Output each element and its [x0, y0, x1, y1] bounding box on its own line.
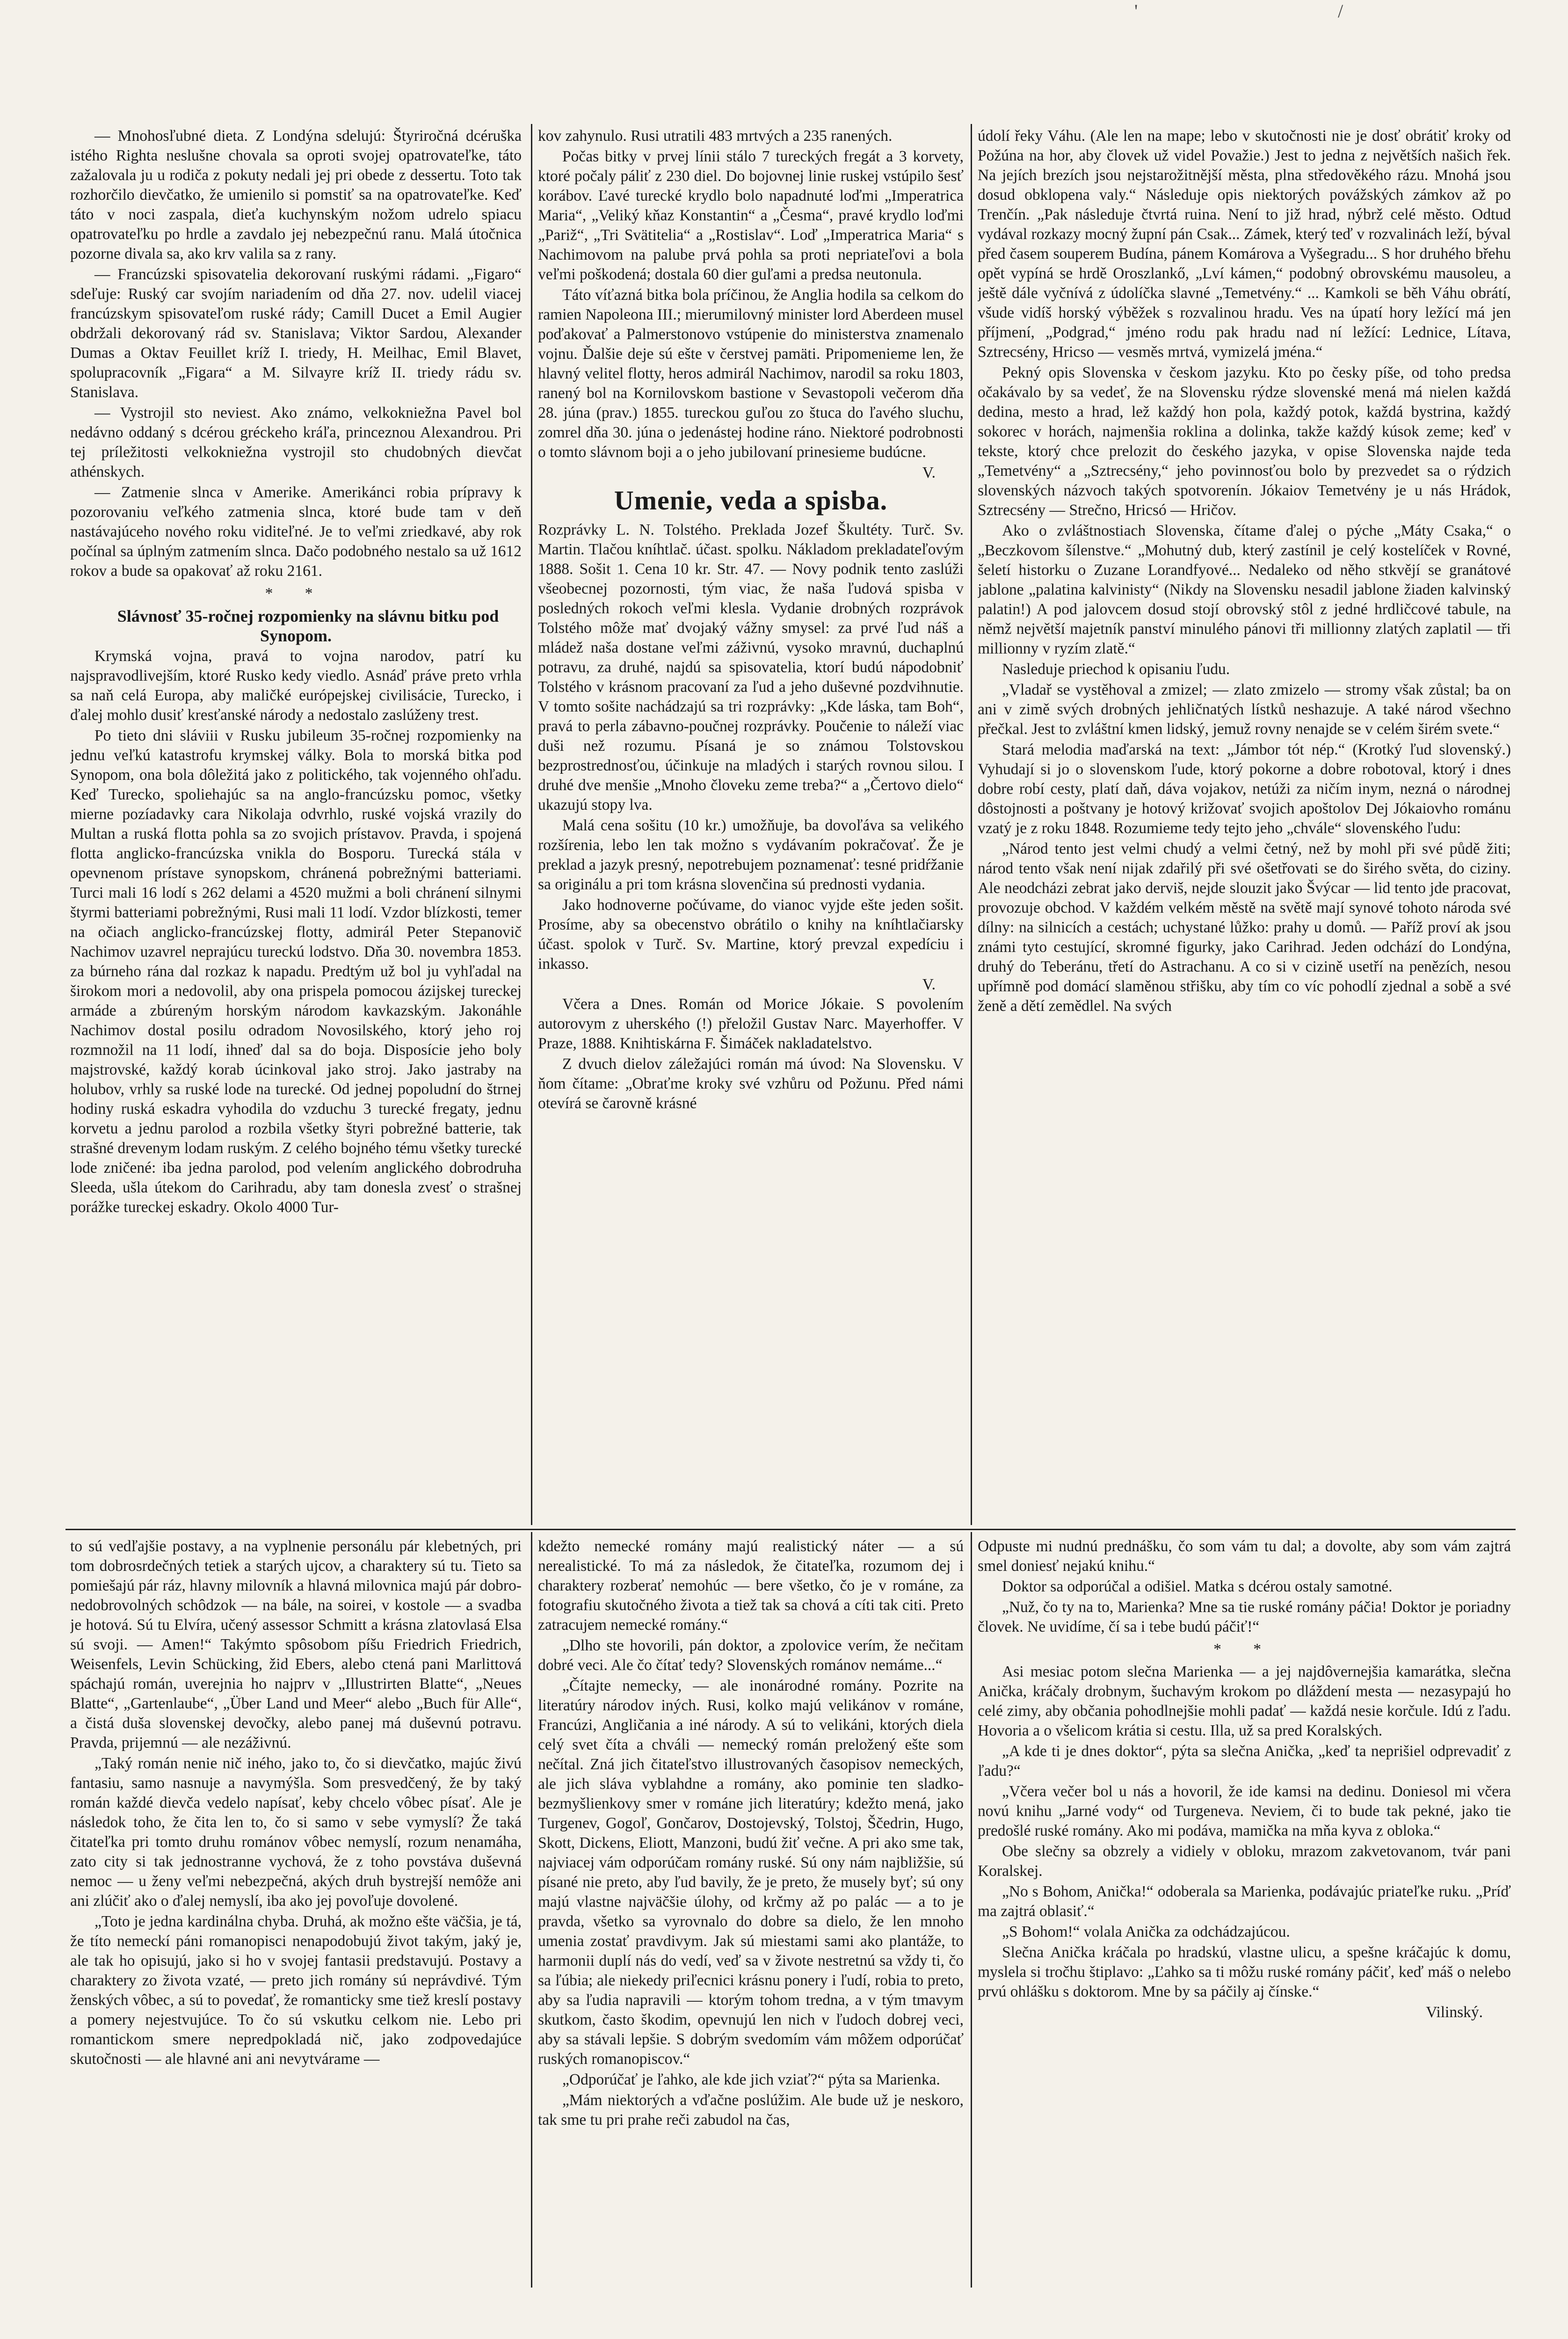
section-heading: Umenie, veda a spisba.: [614, 485, 888, 516]
article-paragraph: — Francúzski spisovatelia dekorovaní ruskými rádami. „Figaro“ sdeľuje: Ruský car svojím nariadením od dňa 27. nov. udelil viacej francúzskym spisovateľom ruské rády; Camill Ducet a Emil Augier obdržali dekorovaný rád sv. Stanislava; Viktor Sardou, Alexander Dumas a Oktav Feuillet kríž I. triedy, H. Meilhac, Emil Blavet, spolupracovník „Figara“ a M. Silvayre kríž II. triedy rádu sv. Stanislava.: [70, 266, 522, 401]
article-paragraph: Slečna Anička kráčala po hradskú, vlastne ulicu, a spešne kráčajúc k domu, myslela si tročhu štiplavo: „Ľahko sa ti môžu ruské romány páčiť, keď máš o nelebo prvú ohlášku s doktorom. Mne by sa páčily aj čínske.“: [978, 1944, 1511, 2000]
column-rule: [531, 1532, 532, 2288]
article-paragraph: „Dlho ste hovorili, pán doktor, a zpolovice verím, že nečitam dobré veci. Ale čo čítať tedy? Slovenských románov nemáme...“: [538, 1637, 964, 1674]
print-mark: ': [1134, 0, 1138, 22]
section-stars: * *: [1213, 1641, 1275, 1658]
article-paragraph: „Vladař se vystěhoval a zmizel; — zlato zmizelo — stromy však zůstal; ba on ani v zimě svých drobných jehličnatých lístků neshazuje. A také národ všechno přečkal. Jest to zvláštní kmen lidský, jemuž rovny nenajde se v celém širém svete.“: [978, 681, 1511, 738]
article-paragraph: „Mám niektorých a vďačne poslúžim. Ale bude už je neskoro, tak sme tu pri prahe reči zabudol na čas,: [538, 2092, 964, 2128]
article-paragraph: „Toto je jedna kardinálna chyba. Druhá, ak možno ešte väčšia, je tá, že títo nemeckí páni romanopisci nenapodobujú život takým, jaký je, ale tak ho opisujú, jako si ho v svojej fantasii predstavujú. Postavy a charaktery zo života vzaté, — preto jich romány sú neprávdivé. Tým ženských vôbec, a sú to povedať, že romanticky sme tiež kreslí postavy a pomery nejestvujúce. To čo sú vskutku celkom nie. Lebo pri romantickom smere nepredpokladá nič, jako zodpovedajúce skutočnosti — ale hlavné ani ani nevytvárame —: [70, 1913, 522, 2068]
section-stars: * *: [265, 585, 327, 602]
print-mark: /: [1338, 0, 1343, 22]
column-3: [978, 126, 1511, 1525]
article-paragraph: Asi mesiac potom slečna Marienka — a jej najdôvernejšia kamarátka, slečna Anička, kráčaly drobnym, šuchavým krokom po dláždení mesta — nezasypajú ho celé zimy, aby občania pohodlnejšie mohli padať — každá nesie korčule. Idú z ľadu. Hovoria a o všelicom krátia si cestu. Illa, už sa pred Koralských.: [978, 1663, 1511, 1739]
article-paragraph: Rozprávky L. N. Tolstého. Preklada Jozef Škultéty. Turč. Sv. Martin. Tlačou kníhtlač. účast. spolku. Nákladom prekladateľovým 1888. Sošit 1. Cena 10 kr. Str. 47. — Novy podnik tento zaslúži všeobecnej pozornosti, tým viac, že naša ľudová spisba v posledných rokoch veľmi klesla. Vydanie drobných rozprávok Tolstého môže mať dvojaký vážny smysel: za prvé ľud náš a mládež naša dostane veľmi záživnú, vysoko mravnú, duchaplnú potravu, za druhé, najdú sa spisovatelia, ktorí budú nápodobniť Tolstého v krásnom pracovaní za ľud a jeho duševné pozdvihnutie. V tomto sošite nachádzajú sa tri rozprávky: „Kde láska, tam Boh“, pravá to perla zábavno-poučnej rozprávky. Poučenie to náleží viac duši než rozumu. Písaná je so známou Tolstovskou bezprostrednosťou, účinkuje na mladých i starých rovnou silou. I druhé dve menšie „Mnoho človeku zeme treba?“ a „Čertovo dielo“ ukazujú stopy lva.: [538, 521, 964, 814]
article-paragraph: Pekný opis Slovenska v českom jazyku. Kto po česky píše, od toho predsa očakávalo by sa vedeť, že na Slovensku rýdze slovenské mená má nielen každá dedina, mesto a hrad, lež každý hon pola, každý potok, každá bystrina, každý sokorec v horách, najmenšia roklina a dolinka, takže každý kúsok zeme; keď v tekste, ktorý chce prelozit do českého jazyka, v opise Slovenska najde teda „Temetvény“ a „Sztrecsény,“ jeho povinnosťou bolo by prezvedet sa o rýdzich slovenských názvoch takých spotvorenín. Jókaiov Temetvény je u nás Hrádok, Sztrecsény — Strečno, Hricsó — Hričov.: [978, 364, 1511, 519]
column-2: [538, 126, 964, 1525]
article-paragraph: Počas bitky v prvej línii stálo 7 tureckých fregát a 3 korvety, ktoré počaly páliť z 230 diel. Do bojovnej linie ruskej vstúpilo šesť korábov. Ľavé turecké krydlo bolo napadnuté loďmi „Imperatrica Maria“, „Veliký kňaz Konstantin“ a „Česma“, pravé krydlo loďmi „Pariž“, „Tri Svätitelia“ a „Rostislav“. Loď „Imperatrica Maria“ s Nachimovom na palube prvá pohla sa proti nepriateľovi a bola veľmi poškodená; dostala 60 dier guľami a predsa neutonula.: [538, 148, 964, 283]
article-paragraph: Včera a Dnes. Román od Morice Jókaie. S povolením autorovym z uherského (!) přeložil Gustav Narc. Mayerhoffer. V Praze, 1888. Knihtiskárna F. Šimáček nakladatelstvo.: [538, 995, 964, 1052]
feuilleton-column-2: [538, 1537, 964, 2285]
article-paragraph: Po tieto dni sláviii v Rusku jubileum 35-ročnej rozpomienky na jednu veľkú katastrofu krymskej války. Bola to morská bitka pod Synopom, ona bola dôležitá jako z politického, tak vojenného ohľadu. Keď Turecko, spoliehajúc sa na anglo-francúzsku pomoc, všetky mierne pozíadavky cara Nikolaja odvrhlo, ruské vojská vrazily do Multan a ruská flotta pohla sa zo svojich prístavov. Pravda, i spojená flotta anglicko-francúzska vnikla do Bosporu. Turecká stála v opevnenom prístave synopskom, chránená pobrežnými batteriami. Turci mali 16 lodí s 262 delami a 4520 mužmi a boli chránení silnymi štyrmi batteriami pobrežnými, Rusi mali 11 lodí. Vzdor blízkosti, temer na očiach anglicko-francúzskej flotty, admirál Peter Stepanovič Nachimov uzavrel neprajúcu tureckú lodstvo. Dňa 30. novembra 1853. za búrneho rána dal rozkaz k napadu. Predtým už bol ju vyhľadal na širokom mori a nedovolil, aby ona prispela pomocou ázijskej tureckej armáde a zbúreným horským národom kavkazským. Jakonáhle Nachimov dostal posilu odradom Novosilského, ktorý jeho roj rozmnožil na 11 lodí, ihneď dal sa do boja. Disposície jeho boly majstrovské, každý korab úcinkoval jako stroj. Jako jastraby na holubov, vrhly sa ruské lode na turecké. Od jednej popoludní do štrnej hodiny ruská eskadra vyhodila do vzduchu 3 turecké fregaty, jednu korvetu a jednu parolod a rozbila všetky štyri pobrežné batterie, tak strašné drevenym lodam ruským. Z celého bojného tému všetky turecké lode zničené: iba jedna parolod, pod velením anglického dobrodruha Sleeda, ušla útekom do Carihradu, aby tam donesla zvesť o strašnej porážke tureckej eskadry. Okolo 4000 Tur-: [70, 727, 522, 1216]
section-divider: [65, 1529, 1516, 1530]
article-paragraph: „Odporúčať je ľahko, ale kde jich vziať?“ pýta sa Marienka.: [562, 2071, 940, 2088]
feuilleton-column-3: [978, 1537, 1511, 2285]
article-paragraph: „Taký román nenie nič iného, jako to, čo si dievčatko, majúc živú fantasiu, samo nasnuje a navymýšla. Som presvedčený, že by taký román každé dievča vedelo napísať, keby chcelo vôbec písať. Ale je následok toho, že čita len to, čo si samo v sebe vymyslí? Že taká čitateľka pri tomto druhu románov vôbec nemyslí, rozum nenamáha, zato city si tak jednostranne vychová, že z toho povstáva duševná nemoc — u ženy veľmi nebezpečná, akých druh bystrejší nemôže ani ani zlúčiť ako o ďalej nemyslí, iba ako jej povoľuje dovolené.: [70, 1755, 522, 1910]
column-1: [70, 126, 522, 1525]
signature: V.: [922, 976, 936, 993]
article-paragraph: Z dvuch dielov záležajúci román má úvod: Na Slovensku. V ňom čítame: „Obraťme kroky své vzhůru od Požunu. Před námi otevírá se čarovně krásné: [538, 1055, 964, 1112]
article-paragraph: Nasleduje priechod k opisaniu ľudu.: [1002, 661, 1230, 678]
column-rule: [971, 1532, 972, 2288]
article-paragraph: to sú vedľajšie postavy, a na vyplnenie personálu pár klebetných, pri tom dobrosrdečných tetiek a starých ujcov, a charaktery sú tu. Tieto sa pomiešajú pár ráz, hlavny milovník a hlavná milovnica majú pár dobro-nedobrovolných schôdzok — na bále, na soirei, v kostole — a svadba je hotová. Sú tu Elvíra, učený assessor Schmitt a krásna zlatovlasá Elsa sú svoji. — Amen!“ Takýmto spôsobom píšu Friedrich Friedrich, Weisenfels, Levin Schücking, žid Ebers, alebo ctená pani Marlittová spáchajú román, uverejnia ho najprv v „Illustrirten Blatte“, „Neues Blatte“, „Gartenlaube“, „Über Land und Meer“ alebo „Buch für Alle“, a čistá duša slovenskej devočky, alebo panej má duševnú potravu. Pravda, prijemnú — ale nezáživnú.: [70, 1538, 522, 1751]
article-paragraph: Táto víťazná bitka bola príčinou, že Anglia hodila sa celkom do ramien Napoleona III.; mierumilovný minister lord Aberdeen musel poďakovať a Palmerstonovo vstúpenie do ministerstva znamenalo vojnu. Ďalšie deje sú ešte v čerstvej pamäti. Pripomenieme len, že hlavný velitel flotty, heros admirál Nachimov, narodil sa roku 1803, ranený bol na Kornilovskom bastione v Sevastopoli večerom dňa 28. júna (prav.) 1855. tureckou guľou zo štuca do ľavého sluchu, zomrel dňa 30. júna o jedenástej hodine ráno. Niektoré podrobnosti o tomto slávnom boji a o jeho jubilovaní prinesieme budúcne.: [538, 286, 964, 461]
article-paragraph: Doktor sa odporúčal a odišiel. Matka s dcérou ostaly samotné.: [1002, 1578, 1393, 1595]
article-paragraph: Odpuste mi nudnú prednášku, čo som vám tu dal; a dovolte, aby som vám zajtrá smel doniesť nejakú knihu.“: [978, 1538, 1511, 1575]
author-signature: Vilinský.: [1426, 2004, 1483, 2021]
signature: V.: [922, 464, 936, 481]
column-rule: [971, 124, 972, 1525]
article-paragraph: Obe slečny sa obzrely a vidiely v obloku, mrazom zakvetovanom, tvár pani Koralskej.: [978, 1843, 1511, 1880]
article-paragraph: Jako hodnoverne počúvame, do vianoc vyjde ešte jeden sošit. Prosíme, aby sa obecenstvo obrátilo o knihy na kníhtlačiarsky účast. spolok v Turč. Sv. Martine, ktorý prevzal expedíciu i inkasso.: [538, 896, 964, 973]
article-paragraph: „Národ tento jest velmi chudý a velmi četný, než by mohl při své půdě žiti; národ tento však není nijak zdařilý při své ošetřovati se do širého světa, do ciziny. Ale neodcházi zebrat jako derviš, nejde slouzit jako Švýcar — lid tento jde pracovat, provozuje obchod. V každém velkém městě na světě mají synové tohoto národa své dílny: na silnicích a cestách; uchystané lůžko: prahy u domů. — Paříž proví ak jsou známi tyto cestující, skromné figurky, jako Carihrad. Jeden odchází do Londýna, druhý do Teberánu, třetí do Astrachanu. A co si v cizině usetří na penězích, nesou upřímně pod domácí slaměnou střišku, aby tím co víc pohodlí zjednal a sobě a své ženě a dětí zemědlel. Na svých: [978, 840, 1511, 1015]
article-paragraph: — Mnohosľubné dieta. Z Londýna sdelujú: Štyriročná dcéruška istého Righta neslušne chovala sa oproti svojej opatrovateľke, táto zažalovala ju u rodiča z pokuty nedali jej pri obede z dessertu. Toto tak rozhorčilo dievčatko, že umienilo si pomstiť sa na opatrovateľke. Keď táto v noci zaspala, dieťa kuchynským nožom udrelo spiacu opatrovateľku po hrdle a zavdalo jej nebezpečnú ranu. Malá útočnica pozorne divala sa, ako krv valila sa z rany.: [70, 127, 522, 262]
column-rule: [531, 124, 532, 1525]
article-paragraph: „Nuž, čo ty na to, Marienka? Mne sa tie ruské romány páčia! Doktor je poriadny človek. Ne uvidíme, čí sa i tebe budú páčiť!“: [978, 1598, 1511, 1635]
article-heading: Slávnosť 35-ročnej rozpomienky na slávnu bitku pod Synopom.: [117, 607, 499, 645]
article-paragraph: „No s Bohom, Anička!“ odoberala sa Marienka, podávajúc priateľke ruku. „Príď ma zajtrá oblasiť.“: [978, 1883, 1511, 1920]
article-paragraph: „A kde ti je dnes doktor“, pýta sa slečna Anička, „keď ta neprišiel odprevadiť z ľadu?“: [978, 1743, 1511, 1780]
article-paragraph: Krymská vojna, pravá to vojna narodov, patrí ku najspravodlivejším, ktoré Rusko kedy viedlo. Asnáď práve preto vrhla sa naň celá Europa, aby maličké európejskej civilisácie, Turecko, i ďalej mohlo dusiť kresťanské národy a nedostalo zaslúženy trest.: [70, 647, 522, 724]
article-paragraph: údolí řeky Váhu. (Ale len na mape; lebo v skutočnosti nie je dosť obrátiť kroky od Požúna na hor, aby človek už videl Považie.) Jest to jedna z největších našich řek. Na jejích brezích jsou nejstarožitnější města, plna středověkého rázu. Mnohá jsou dosud obklopena valy.“ Následuje opis niektorých povážských zámkov až po Trenčín. „Pak následuje čtvrtá ruina. Není to již hrad, nýbrž celé město. Odtud vydával rozkazy mocný župní pán Csak... Zámek, který teď v rozvalinách leží, býval před časem souperem Budína, pánem Komárova a Vyšegradu... S hor druhého břehu opět vypíná se hrdě Oroszlankő, „Lví kámen,“ podobný obrovskému mausoleu, a ještě dále vyčnívá z údolíčka slavné „Temetvény.“ ... Kamkoli se běh Váhu obrátí, všude vidíš horský výběžek s rozvalinou hradu. Ves na úpatí hory ležící má jen příjmení, „Podgrad,“ jméno rodu pak hradu nad ní ležící: Lednice, Lítava, Sztrecsény, Hricso — vesměs mrtvá, vymizelá jména.“: [978, 127, 1511, 361]
article-paragraph: „Včera večer bol u nás a hovoril, že ide kamsi na dedinu. Doniesol mi včera novú knihu „Jarné vody“ od Turgeneva. Neviem, či to bude tak pekné, jako tie predošlé ruské romány. Ako mi podáva, mamička na mňa kyva z obloka.“: [978, 1783, 1511, 1839]
article-paragraph: „Čítajte nemecky, — ale inonárodné romány. Pozrite na literatúry národov iných. Rusi, kolko majú velikánov v románe, Francúzi, Angličania a iné národy. A sú to velikáni, ktorých diela celý svet číta a chváli — nemecký román preložený ešte som nečítal. Zná jich čitateľstvo illustrovaných časopisov nemeckých, ale jich sláva vyblahdne a romány, ako pominie ten sladko-bezmyšlienkovy smer v románe jich literatúry; kdežto mená, jako Turgenev, Gogoľ, Gončarov, Dostojevský, Tolstoj, Ščedrin, Hugo, Skott, Dickens, Eliott, Manzoni, budú žiť večne. A pri ako sme tak, najviacej vám odporúčam romány ruské. Sú ony nám najbližšie, sú písané nie preto, aby ľud bavily, že je preto, že musely byť; sú ony majú vlastne najväčšie úlohy, od krčmy až po palác — a to je pravda, všetko sa vyrovnalo do dobre sa dielo, že len mnoho umenia zostať pravdivym. Jak sú miestami sami ako plantáže, to harmonii duplí nás do vedí, veď sa v živote nestretnú sa vždy ti, čo sa ľúbia; ale niekedy priľecnici krásnu ponery i ľudí, robia to preto, aby sa ľudia napravili — ktorým tohom tredna, a v tým tmavym skutkom, často škodim, opevnujú len nich v ľudoch dobrej veci, aby sa stávali lepšie. S dobrým svedomím vám môžem odporúčať ruských romanopiscov.“: [538, 1677, 964, 2068]
article-paragraph: „S Bohom!“ volala Anička za odchádzajúcou.: [1002, 1923, 1290, 1940]
article-paragraph: kdežto nemecké romány majú realistický náter — a sú nerealistické. To má za následok, že čitateľka, rozumom dej i charaktery rozberať nemohúc — bere všetko, čo je v románe, za fotografiu skutočného života a tiež tak sa chová a cíti tak citi. Preto zatracujem nemecké romány.“: [538, 1538, 964, 1634]
feuilleton-column-1: [70, 1537, 522, 2285]
article-paragraph: Stará melodia maďarská na text: „Jámbor tót nép.“ (Krotký ľud slovenský.) Vyhudají si jo o slovenskom ľude, ktorý pokorne a dobre robotoval, ktorý i dnes dobre robí cesty, platí daň, dáva vojakov, netúži za ničím inym, nezná o národnej dôstojnosti a poštvany je hotový križovať svojich apoštolov Dej Jókaiovho románu vzatý je z roku 1848. Rozumieme tedy tejto jeho „chvále“ slovenského ľudu:: [978, 741, 1511, 837]
article-paragraph: — Vystrojil sto neviest. Ako známo, velkokniežna Pavel bol nedávno oddaný s dcérou gréckeho kráľa, princeznou Alexandrou. Pri tej príležitosti velkokniežna vystrojil sto chudobných dievčat athénskych.: [70, 404, 522, 480]
article-paragraph: Malá cena sošitu (10 kr.) umožňuje, ba dovoľáva sa velikého rozšírenia, lebo len tak možno s vydávaním pokračovať. Že je preklad a jazyk presný, nepotrebujem poznamenať: tesné pridŕžanie sa originálu a pri tom krásna slovenčina sú prednosti vydania.: [538, 817, 964, 893]
article-paragraph: Ako o zvláštnostiach Slovenska, čítame ďalej o pýche „Máty Csaka,“ o „Beczkovom šílenstve.“ „Mohutný dub, který zastínil je celý kostelíček v Rovné, šeletí historku o Zuzane Lorandfyové... Nedaleko od něho stkvějí se granátové jablone „palatina kalvinisty“ (Nikdy na Slovensku nesadil jablone žiaden kalvinský palatin!) A pod jalovcem dosud stojí obrovský stôl z jedné hrdličcové tabule, na němž největší majetník panství minulého pánovi tři millionny zlatých zaplatil — tři millionny v ryzím zlatě.“: [978, 522, 1511, 657]
article-paragraph: — Zatmenie slnca v Amerike. Amerikánci robia prípravy k pozorovaniu veľkého zatmenia slnca, ktoré bude tam v deň nastávajúceho nového roku viditeľné. Je to veľmi zriedkavé, aby rok počínal sa úplným zatmením slnca. Dačo podobného nestalo sa už 1612 rokov a bude sa opakovať až roku 2161.: [70, 484, 522, 580]
article-paragraph: kov zahynulo. Rusi utratili 483 mrtvých a 235 ranených.: [538, 127, 893, 145]
